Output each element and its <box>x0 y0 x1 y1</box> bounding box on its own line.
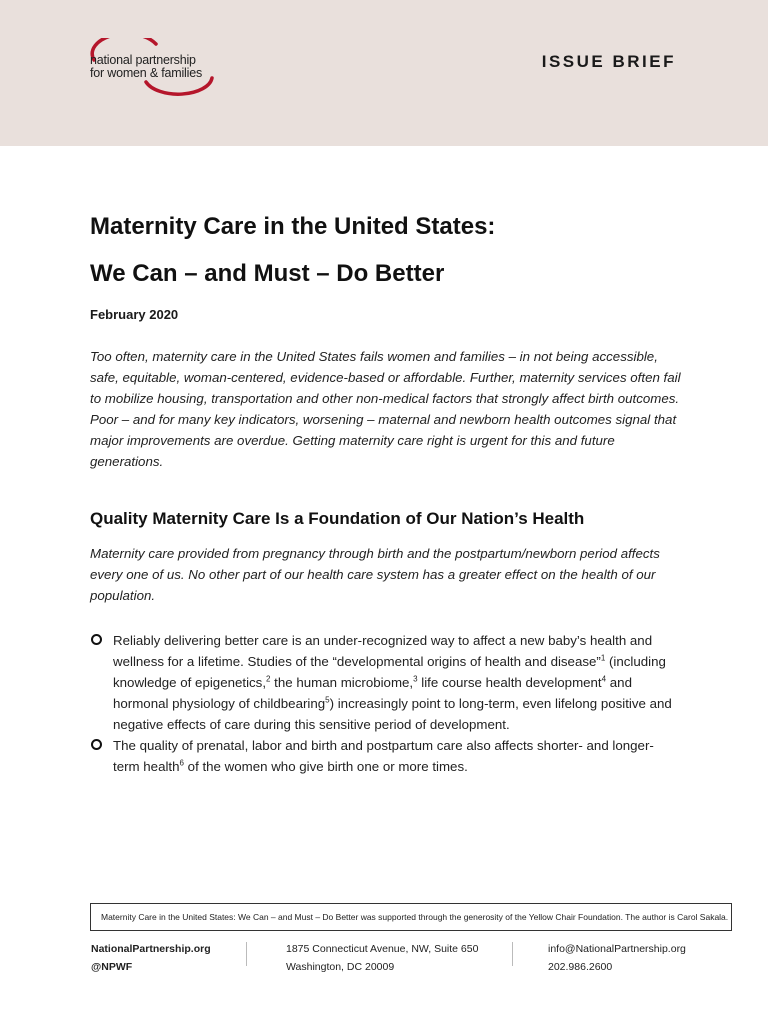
bullet-circle-icon <box>91 634 102 645</box>
footnote-ref: 5 <box>325 695 330 705</box>
intro-paragraph: Too often, maternity care in the United States fails women and families – in not being accessible, safe, equitable, woman-centered, evidence-based or affordable. Further, maternity services often fail to mobilize housing, transportation and other non-medical factors that strongly affect birth outcomes. Poor – and for many key indicators, worsening – maternal and newborn health outcomes signal that major improvements are overdue. Getting maternity care right is urgent for this and future generations. <box>90 349 681 469</box>
logo-text <box>90 54 202 80</box>
footnote-ref: 4 <box>601 674 607 684</box>
footer-address <box>286 940 478 976</box>
website-link[interactable]: NationalPartnership.org <box>91 943 211 955</box>
logo-line-2: for women & families <box>90 66 203 80</box>
bullet-list <box>90 630 680 777</box>
logo-line-1: national partnership <box>90 53 196 67</box>
section-heading: Quality Maternity Care Is a Foundation of Our Nation’s Health <box>90 509 585 528</box>
section-subtitle: Maternity care provided from pregnancy through birth and the postpartum/newborn period affects every one of us. No other part of our health care system has a greater effect on the health of our population. <box>90 546 660 603</box>
address-line-2: Washington, DC 20009 <box>286 961 395 973</box>
footer-divider <box>512 942 513 966</box>
header-band <box>0 0 768 146</box>
bullet-1-text-c: the human microbiome, <box>270 675 414 690</box>
bullet-1-text-a: Reliably delivering better care is an under-recognized way to affect a new baby’s health and wellness for a lifetime. Studies of the “developmental origins of health and disease” <box>113 633 653 669</box>
footnote-ref: 6 <box>179 758 184 768</box>
footer-divider <box>246 942 247 966</box>
footer-contact-web <box>91 940 211 976</box>
list-item <box>90 630 680 735</box>
footnote-ref: 1 <box>600 653 606 663</box>
footnote-ref: 2 <box>266 674 271 684</box>
bullet-1-text-e: and hormonal physiology of childbearing <box>113 675 632 711</box>
address-line-1: 1875 Connecticut Avenue, NW, Suite 650 <box>286 943 479 955</box>
funding-note-box: Maternity Care in the United States: We Can – and Must – Do Better was supported through the generosity of the Yellow Chair Foundation. The author is Carol Sakala. <box>90 903 732 931</box>
email-link[interactable]: info@NationalPartnership.org <box>548 943 686 955</box>
footnote-ref: 3 <box>413 674 418 684</box>
title-line-1: Maternity Care in the United States: <box>90 213 496 240</box>
title-line-2: We Can – and Must – Do Better <box>90 260 445 287</box>
bullet-circle-icon <box>91 739 102 750</box>
bullet-2-text-b: of the women who give birth one or more times. <box>183 759 468 774</box>
footer-contact <box>548 940 686 976</box>
bullet-1-text-f: ) increasingly point to long-term, even lifelong positive and negative effects of care during this sensitive period of development. <box>113 696 672 732</box>
bullet-1-text-b: (including knowledge of epigenetics, <box>113 654 666 690</box>
publication-date: February 2020 <box>90 307 179 322</box>
twitter-handle[interactable]: @NPWF <box>91 961 133 973</box>
issue-brief-label: ISSUE BRIEF <box>541 52 676 71</box>
bullet-2-text-a: The quality of prenatal, labor and birth and postpartum care also affects shorter- and longer-term health <box>113 738 654 774</box>
phone-number: 202.986.2600 <box>548 961 613 973</box>
list-item <box>90 735 680 777</box>
bullet-1-text-d: life course health development <box>417 675 602 690</box>
